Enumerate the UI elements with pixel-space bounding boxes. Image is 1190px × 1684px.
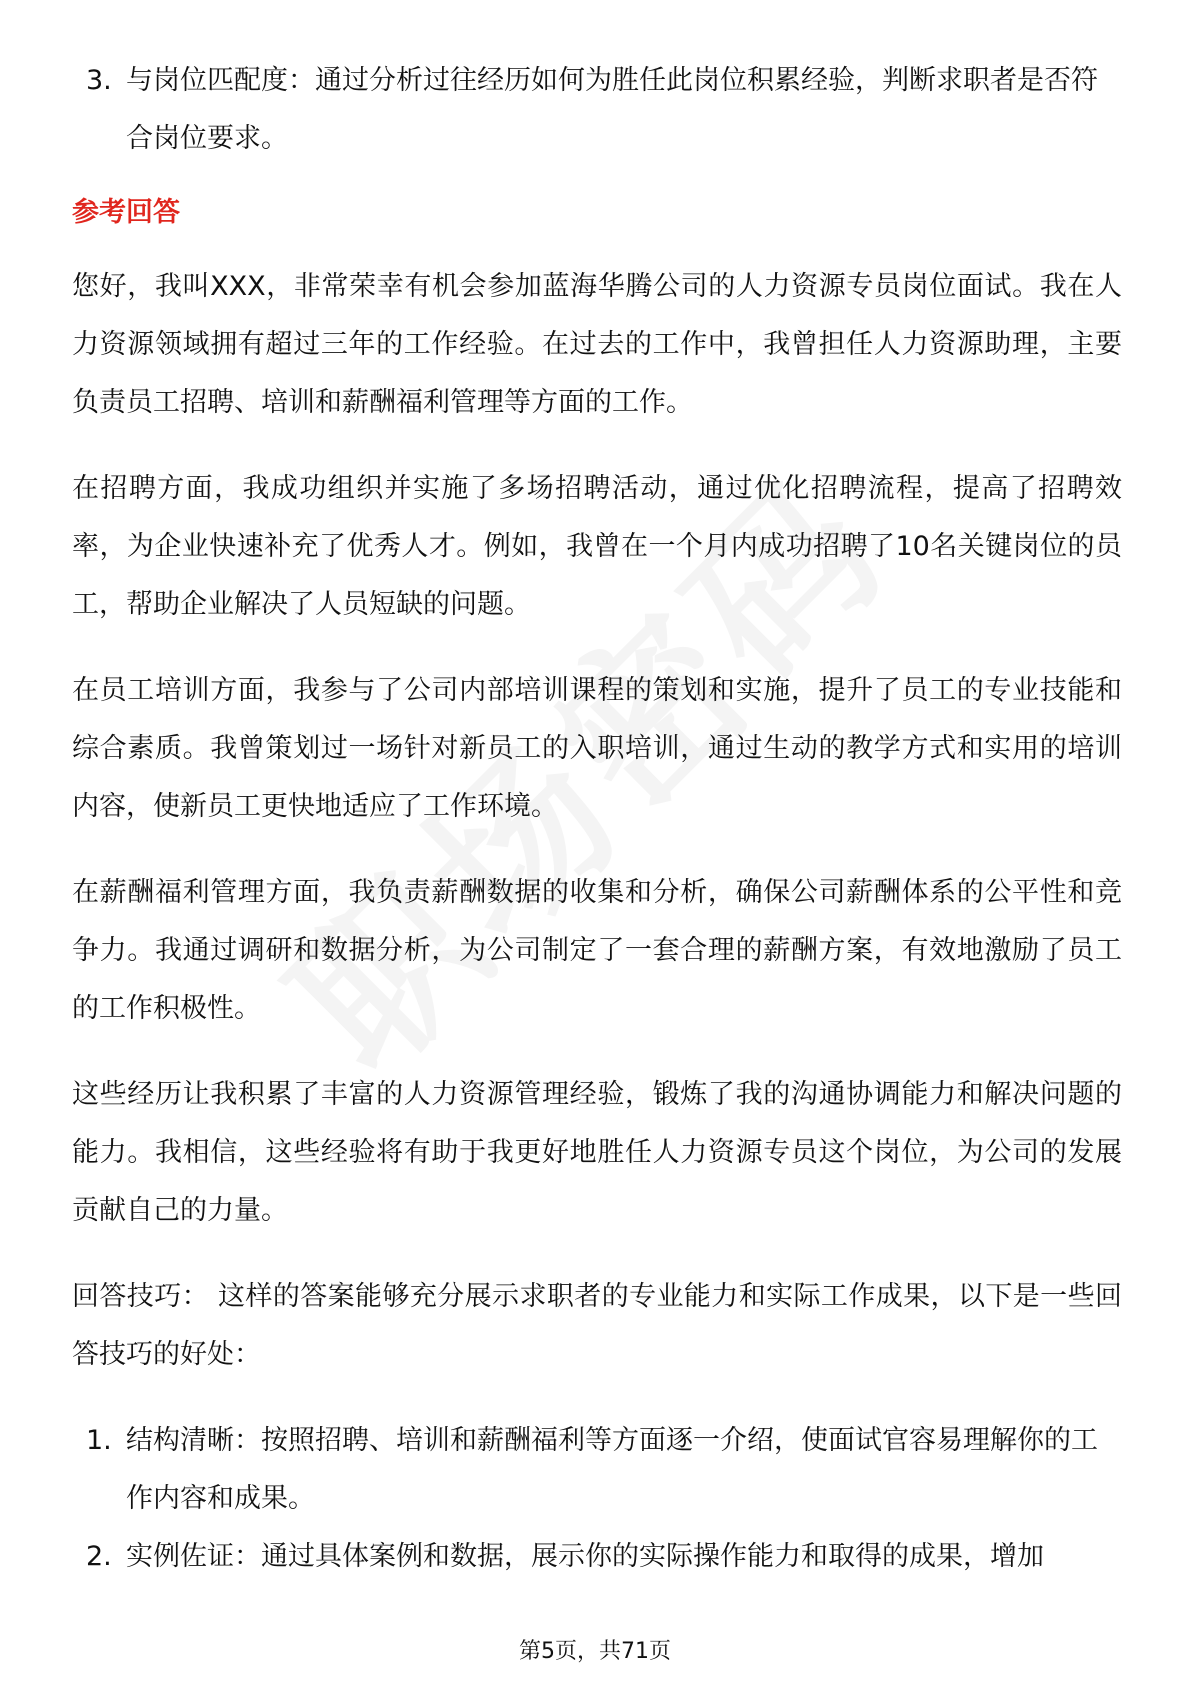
list-item-text: 实例佐证：通过具体案例和数据，展示你的实际操作能力和取得的成果，增加	[126, 1541, 1044, 1572]
list-item-text: 结构清晰：按照招聘、培训和薪酬福利等方面逐一介绍，使面试官容易理解你的工作内容和成果。	[126, 1425, 1098, 1514]
paragraph-training: 在员工培训方面，我参与了公司内部培训课程的策划和实施，提升了员工的专业技能和综合素质。我曾策划过一场针对新员工的入职培训，通过生动的教学方式和实用的培训内容，使新员工更快地适应了工作环境。	[72, 675, 1122, 822]
paragraph-recruitment: 在招聘方面，我成功组织并实施了多场招聘活动，通过优化招聘流程，提高了招聘效率，为企业快速补充了优秀人才。例如，我曾在一个月内成功招聘了10名关键岗位的员工，帮助企业解决了人员短缺的问题。	[72, 473, 1122, 620]
list-item	[72, 1528, 1122, 1586]
paragraph-summary: 这些经历让我积累了丰富的人力资源管理经验，锻炼了我的沟通协调能力和解决问题的能力。我相信，这些经验将有助于我更好地胜任人力资源专员这个岗位，为公司的发展贡献自己的力量。	[72, 1079, 1122, 1226]
list-item	[72, 52, 1122, 168]
page-footer: 第5页，共71页	[519, 1639, 671, 1664]
list-item-text: 与岗位匹配度：通过分析过往经历如何为胜任此岗位积累经验，判断求职者是否符合岗位要求。	[126, 65, 1098, 154]
list-item-number: 3.	[86, 65, 112, 96]
section-title: 参考回答	[72, 197, 180, 228]
list-item	[72, 1412, 1122, 1528]
list-item-number: 1.	[86, 1425, 112, 1456]
paragraph-compensation: 在薪酬福利管理方面，我负责薪酬数据的收集和分析，确保公司薪酬体系的公平性和竞争力。我通过调研和数据分析，为公司制定了一套合理的薪酬方案，有效地激励了员工的工作积极性。	[72, 877, 1122, 1024]
paragraph-intro: 您好，我叫XXX，非常荣幸有机会参加蓝海华腾公司的人力资源专员岗位面试。我在人力资源领域拥有超过三年的工作经验。在过去的工作中，我曾担任人力资源助理，主要负责员工招聘、培训和薪酬福利管理等方面的工作。	[72, 271, 1122, 418]
tips-list	[72, 1412, 1122, 1586]
document-body	[72, 52, 1122, 1586]
paragraph-tips-intro: 回答技巧： 这样的答案能够充分展示求职者的专业能力和实际工作成果，以下是一些回答技巧的好处：	[72, 1281, 1122, 1370]
list-item-number: 2.	[86, 1541, 112, 1572]
